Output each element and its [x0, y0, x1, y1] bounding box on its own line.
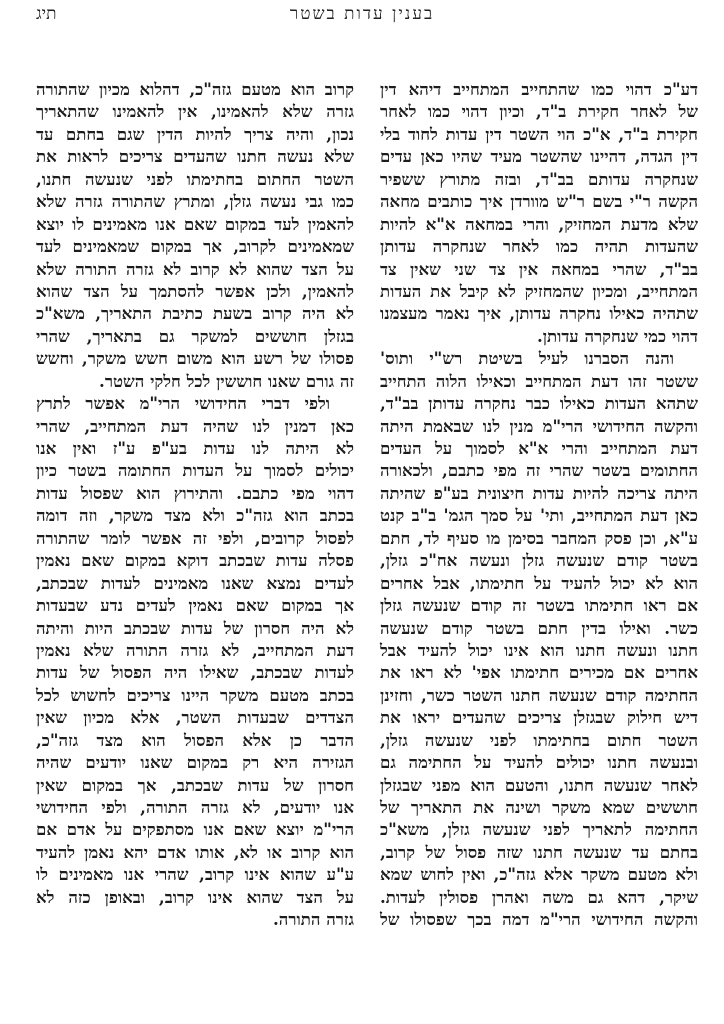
- text-line: לאחר שנעשה חתנו, והטעם הוא מפני שבגזלן: [380, 774, 698, 795]
- text-line: אך במקום שאם נאמין לעדים נדע שבעדות: [36, 595, 354, 616]
- running-title: בענין עדות בשטר: [289, 4, 435, 24]
- text-line: היתה צריכה להיות עדות חיצונית בע"פ שהיתה: [380, 482, 698, 503]
- text-line: המתחייב, ומכיון שהמחזיק לא קיבל את העדות: [380, 280, 698, 301]
- text-line: פסלה עדות שבכתב דוקא במקום שאם נאמין: [36, 550, 354, 571]
- text-line: בגזלן חוששים למשקר גם בתאריך, שהרי: [36, 325, 354, 346]
- text-line: בכתב הוא גזה"כ ולא מצד משקר, וזה דומה: [36, 505, 354, 526]
- text-line: שתהיה כאילו נחקרה עדותן, איך נאמר מעצמנו: [380, 303, 698, 324]
- text-line: בב"ד, שהרי במחאה אין צד שני שאין צד: [380, 258, 698, 279]
- text-line: ששטר זהו דעת המתחייב וכאילו הלוה התחייב: [380, 370, 698, 391]
- text-line: הדבר כן אלא הפסול הוא מצד גזה"כ,: [36, 729, 354, 750]
- text-line: והקשה החידושי הרי"מ דמה בכך שפסולו של: [380, 909, 698, 930]
- text-line: השטר חתום בחתימתו לפני שנעשה גזלן,: [380, 729, 698, 750]
- text-line: כמו גבי נעשה גזלן, ומתרץ שהתורה גזרה שלא: [36, 191, 354, 212]
- text-line: על הצד שהוא אינו קרוב, ובאופן כזה לא: [36, 886, 354, 907]
- text-line: להאמין לעד במקום שאם אנו מאמינים לו יוצא: [36, 213, 354, 234]
- text-line: פסולו של רשע הוא משום חשש משקר, וחשש: [36, 348, 354, 369]
- text-line: נכון, והיה צריך להיות הדין שגם בחתם עד: [36, 123, 354, 144]
- text-line: יכולים לסמוך על העדות החתומה בשטר כיון: [36, 460, 354, 481]
- text-line: הגזירה היא רק במקום שאנו יודעים שהיה: [36, 752, 354, 773]
- text-line: דין הגדה, דהיינו שהשטר מעיד שהיו כאן עדים: [380, 146, 698, 167]
- text-line: לא היתה לנו עדות בע"פ ע"ז ואין אנו: [36, 438, 354, 458]
- text-line: זה גורם שאנו חוששין לכל חלקי השטר.: [99, 370, 354, 391]
- left-column: [36, 78, 354, 931]
- text-line: ולא מטעם משקר אלא גזה"כ, ואין לחוש שמא: [380, 864, 698, 885]
- text-line: דהוי כמי שנחקרה עדותן.: [536, 325, 698, 346]
- text-line: כשר. ואילו בדין חתם בשטר קודם שנעשה: [380, 617, 698, 638]
- text-line: חקירת ב"ד, א"כ הוי השטר דין עדות לחוד בלי: [380, 123, 698, 144]
- text-line: ע"ע שהוא אינו קרוב, שהרי אנו מאמינים לו: [36, 864, 354, 885]
- text-line: השטר החתום בחתימתו לפני שנעשה חתנו,: [36, 168, 354, 189]
- text-line: שתהא העדות כאילו כבר נחקרה עדותן בב"ד,: [380, 393, 698, 414]
- text-line: שמאמינים לקרוב, אך במקום שמאמינים לעד: [36, 236, 354, 257]
- text-line: אחרים אם מכירים חתימתו אפי' לא ראו את: [380, 662, 698, 683]
- text-line: בשטר קודם שנעשה גזלן ונעשה אח"כ גזלן,: [380, 550, 698, 571]
- text-line: דיש חילוק שבגזלן צריכים שהעדים יראו את: [380, 707, 698, 728]
- text-line: והנה הסברנו לעיל בשיטת רש"י ותוס': [380, 348, 674, 369]
- text-line: הוא קרוב או לא, אותו אדם יהא נאמן להעיד: [36, 841, 354, 862]
- text-line: חתנו ונעשה חתנו הוא אינו יכול להעיד אבל: [380, 639, 698, 660]
- text-line: החתימה לתאריך לפני שנעשה גזלן, משא"כ: [380, 819, 698, 840]
- text-line: הקשה ר"י בשם ר"ש מוורדן איך כותבים מחאה: [380, 191, 698, 212]
- text-line: כאן דמנין לנו שהיה דעת המתחייב, שהרי: [36, 415, 354, 436]
- text-line: לפסול קרובים, ולפי זה אפשר לומר שהתורה: [36, 527, 354, 548]
- text-line: אם ראו חתימתו בשטר זה קודם שנעשה גזלן: [380, 595, 698, 616]
- text-line: גזרה שלא להאמינו, אין להאמינו שהתאריך: [36, 101, 354, 122]
- text-line: דעת המתחייב והרי א"א לסמוך על העדים: [380, 438, 698, 458]
- text-line: בכתב מטעם משקר היינו צריכים לחשוש לכל: [36, 684, 354, 705]
- text-line: שלא נעשה חתנו שהעדים צריכים לראות את: [36, 146, 354, 167]
- text-line: גזרה התורה.: [273, 909, 354, 930]
- text-line: קרוב הוא מטעם גזה"כ, דהלוא מכיון שהתורה: [36, 79, 354, 99]
- text-line: ולפי דברי החידושי הרי"מ אפשר לתרץ: [36, 393, 330, 414]
- text-line: דעת המתחייב, לא גזרה התורה שלא נאמין: [36, 639, 354, 660]
- text-line: והקשה החידושי הרי"מ מנין לנו שבאמת היתה: [380, 415, 698, 436]
- text-line: על הצד שהוא לא קרוב לא גזרה התורה שלא: [36, 258, 354, 279]
- text-line: להאמין, ולכן אפשר להסתמך על הצד שהוא: [36, 280, 354, 301]
- text-line: חוששים שמא משקר ושינה את התאריך של: [380, 797, 698, 817]
- text-line: לא היה קרוב בשעת כתיבת התאריך, משא"כ: [36, 303, 354, 324]
- text-line: החתומים בשטר שהרי זה מפי כתבם, ולכאורה: [380, 460, 698, 481]
- page-number: תיג: [36, 4, 57, 24]
- text-line: לעדות שבכתב, שאילו היה הפסול של עדות: [36, 662, 354, 683]
- text-line: דע"כ דהוי כמו שהתחייב המתחייב דיהא דין: [380, 79, 698, 99]
- text-line: שיקר, דהא גם משה ואהרן פסולין לעדות.: [380, 886, 698, 907]
- text-line: הוא לא יכול להעיד על חתימתו, אבל אחרים: [380, 572, 698, 593]
- text-line: שהעדות תהיה כמו לאחר שנחקרה עדותן: [380, 236, 698, 257]
- text-line: חסרון של עדות שבכתב, אך במקום שאין: [36, 774, 354, 795]
- text-line: אנו יודעים, לא גזרה התורה, ולפי החידושי: [36, 797, 354, 817]
- text-line: של לאחר חקירת ב"ד, וכיון דהוי כמו לאחר: [380, 101, 698, 122]
- text-line: הצדדים שבעדות השטר, אלא מכיון שאין: [36, 707, 354, 728]
- page-header: [0, 4, 724, 30]
- text-line: כאן דעת המתחייב, ותי' על סמך הגמ' ב"ב קנט: [380, 505, 698, 526]
- text-line: בחתם עד שנעשה חתנו שזה פסול של קרוב,: [380, 841, 698, 862]
- right-column: [380, 78, 698, 931]
- text-line: החתימה קודם שנעשה חתנו השטר כשר, וחזינן: [380, 684, 698, 705]
- text-line: ובנעשה חתנו יכולים להעיד על החתימה גם: [380, 752, 698, 773]
- text-line: ע"א, וכן פסק המחבר בסימן מו סעיף לד, חתם: [380, 527, 698, 548]
- text-line: הרי"מ יוצא שאם אנו מסתפקים על אדם אם: [36, 819, 354, 840]
- text-line: שנחקרה עדותם בב"ד, ובזה מתורץ ששפיר: [380, 168, 698, 189]
- text-line: לעדים נמצא שאנו מאמינים לעדות שבכתב,: [36, 572, 354, 593]
- text-line: שלא מדעת המחזיק, והרי במחאה א"א להיות: [380, 213, 698, 234]
- text-line: לא היה חסרון של עדות שבכתב היות והיתה: [36, 617, 354, 638]
- text-line: דהוי מפי כתבם. והתירוץ הוא שפסול עדות: [36, 482, 354, 503]
